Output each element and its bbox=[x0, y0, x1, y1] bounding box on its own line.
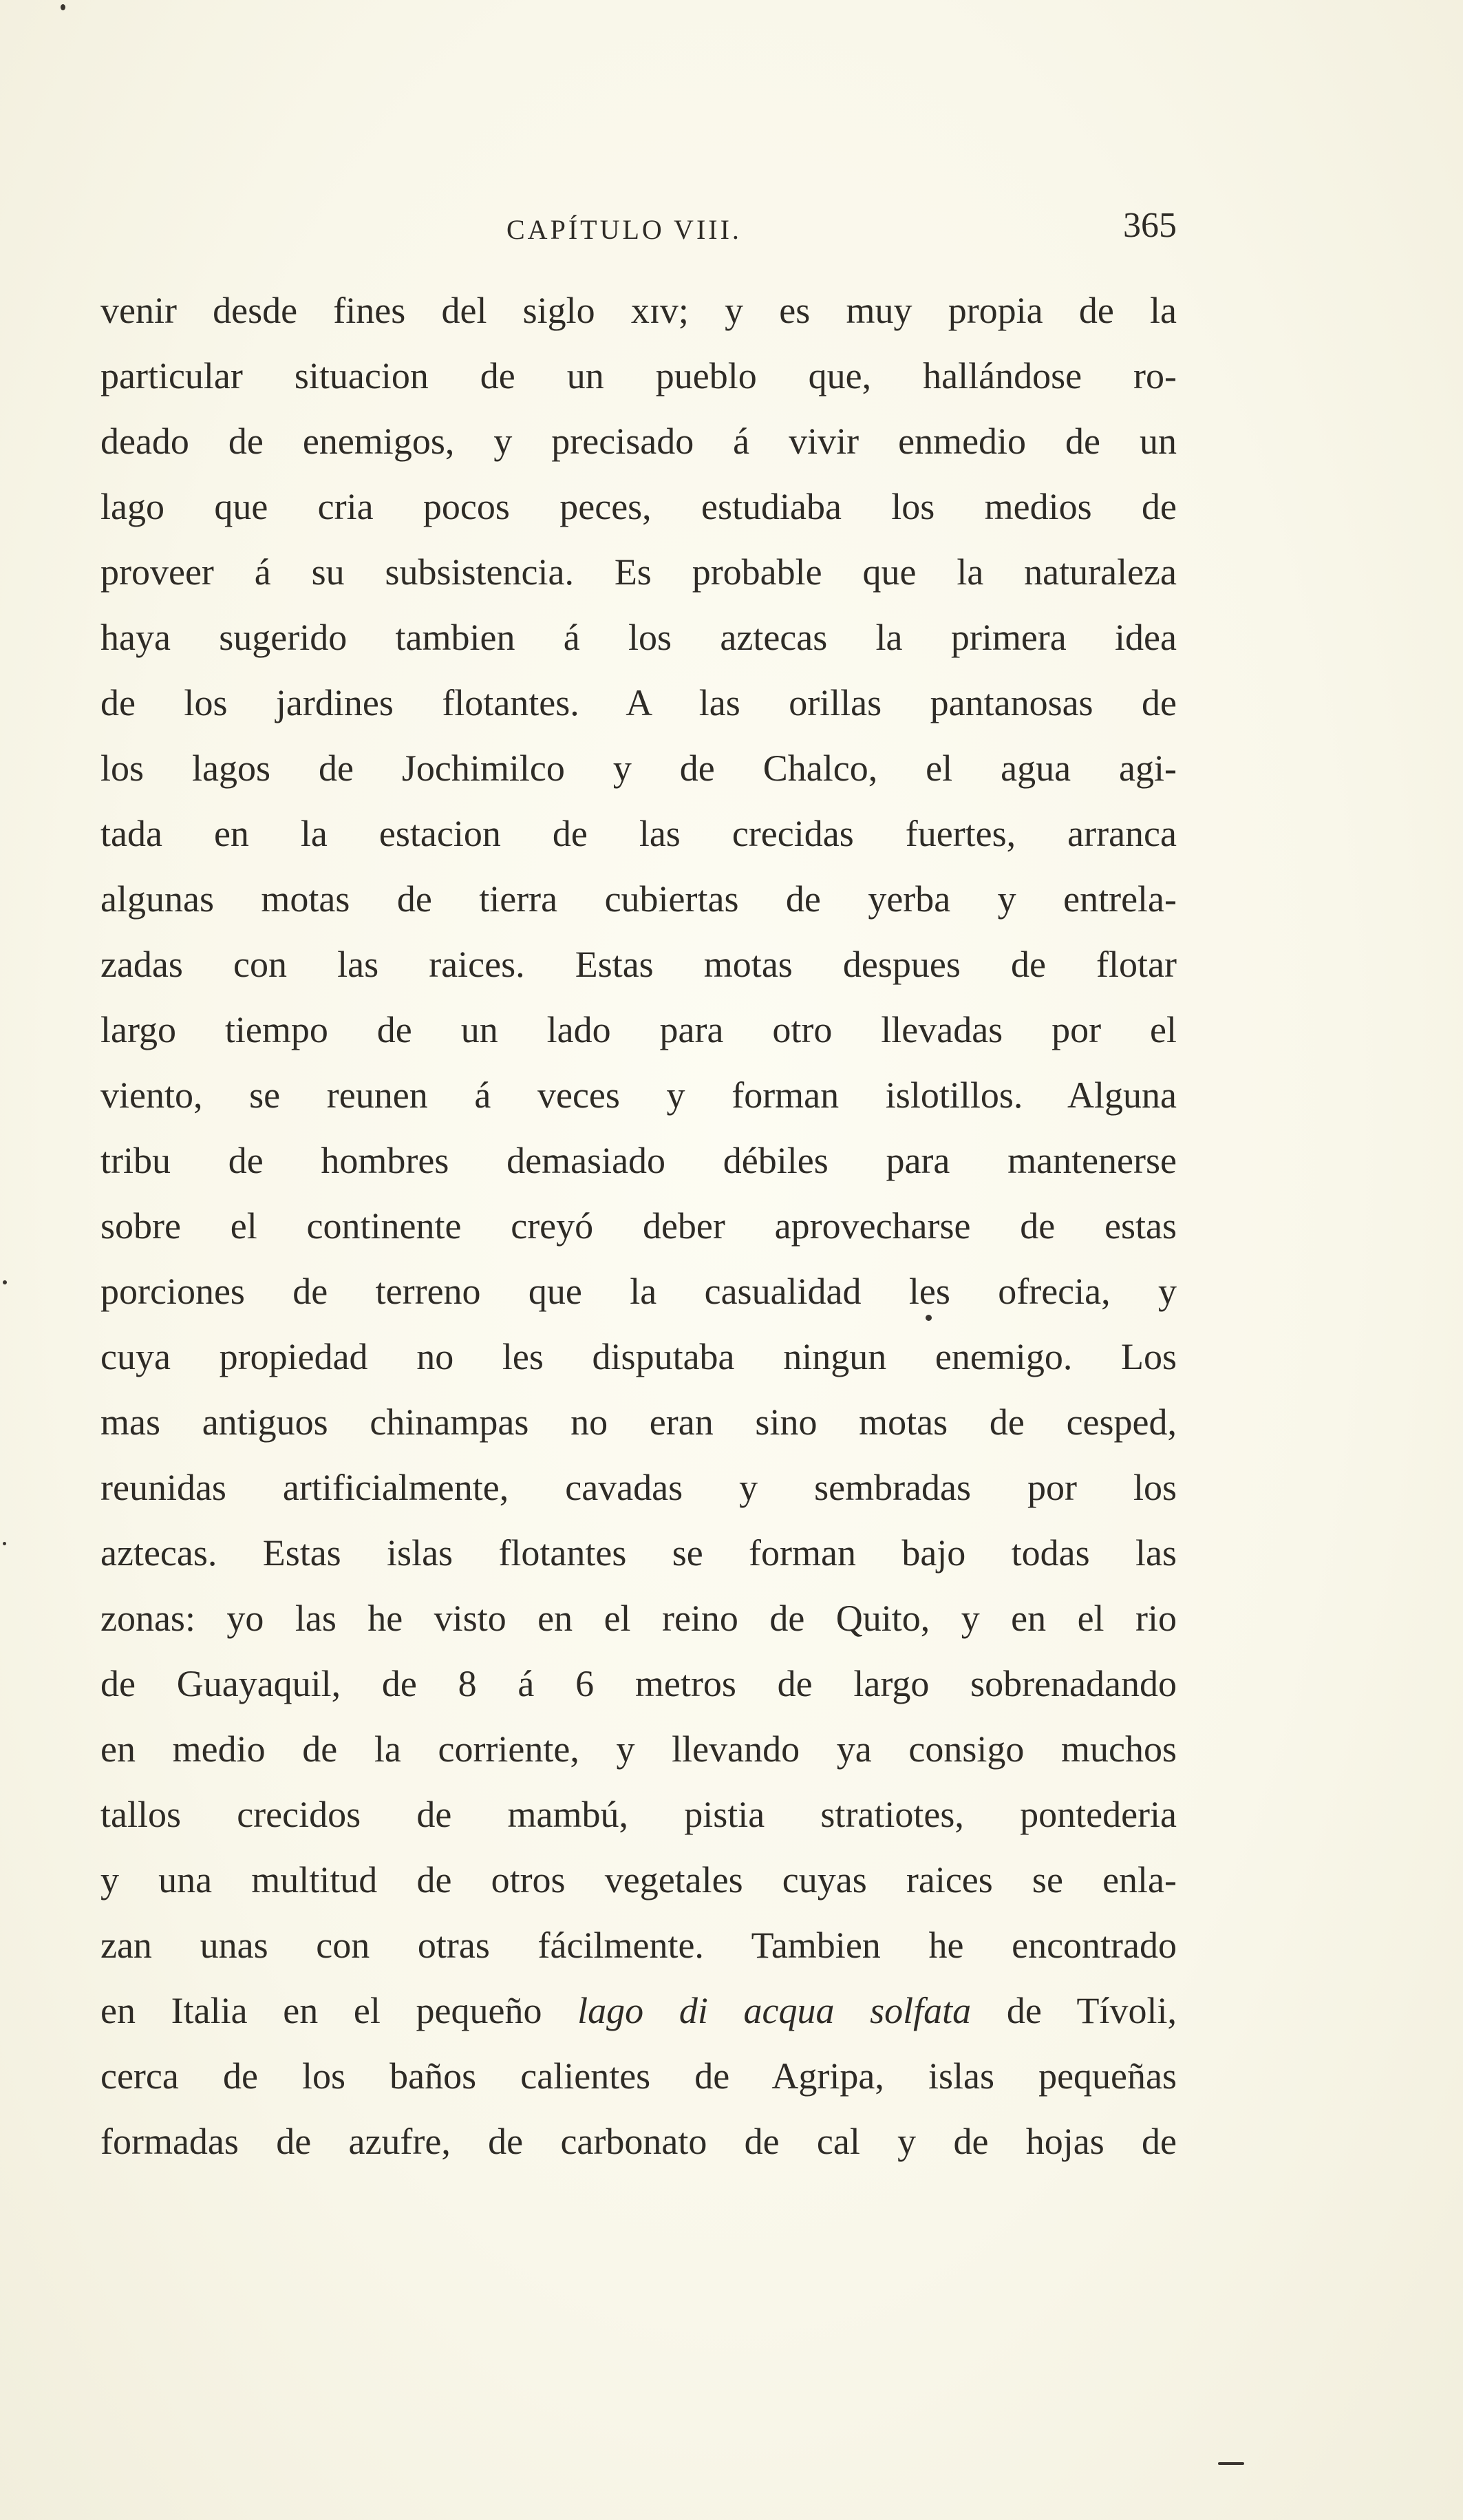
text-line: sobre el continente creyó deber aprovecharse de estas bbox=[100, 1205, 1177, 1247]
text-segment: de Tívoli, bbox=[971, 1990, 1177, 2031]
text-line: cerca de los baños calientes de Agripa, islas pequeñas bbox=[100, 2055, 1177, 2097]
ink-speck bbox=[1218, 2462, 1244, 2465]
text-line: largo tiempo de un lado para otro llevadas por el bbox=[100, 1009, 1177, 1050]
text-line: aztecas. Estas islas flotantes se forman bajo todas las bbox=[100, 1532, 1177, 1574]
text-line: de Guayaquil, de 8 á 6 metros de largo sobrenadando bbox=[100, 1663, 1177, 1704]
text-line: de los jardines flotantes. A las orillas pantanosas de bbox=[100, 682, 1177, 723]
text-line: particular situacion de un pueblo que, hallándose ro- bbox=[100, 355, 1177, 396]
text-line: tribu de hombres demasiado débiles para mantenerse bbox=[100, 1140, 1177, 1181]
text-line: los lagos de Jochimilco y de Chalco, el agua agi- bbox=[100, 748, 1177, 789]
text-line: zonas: yo las he visto en el reino de Quito, y en el rio bbox=[100, 1598, 1177, 1639]
text-line: zan unas con otras fácilmente. Tambien he encontrado bbox=[100, 1925, 1177, 1966]
text-line: porciones de terreno que la casualidad les ofrecia, y bbox=[100, 1271, 1177, 1312]
text-line: reunidas artificialmente, cavadas y sembradas por los bbox=[100, 1467, 1177, 1508]
running-title: CAPÍTULO VIII. bbox=[506, 214, 742, 245]
page-header bbox=[100, 205, 1177, 260]
text-line: formadas de azufre, de carbonato de cal y de hojas de bbox=[100, 2121, 1177, 2162]
page-number: 365 bbox=[1123, 206, 1177, 245]
italic-phrase: lago di acqua solfata bbox=[577, 1990, 972, 2031]
text-line: en medio de la corriente, y llevando ya consigo muchos bbox=[100, 1728, 1177, 1770]
text-line: proveer á su subsistencia. Es probable que la naturaleza bbox=[100, 551, 1177, 593]
text-line: venir desde fines del siglo xɪv; y es muy propia de la bbox=[100, 290, 1177, 331]
text-line: mas antiguos chinampas no eran sino motas de cesped, bbox=[100, 1401, 1177, 1443]
ink-speck bbox=[61, 4, 65, 10]
text-line: zadas con las raices. Estas motas despues de flotar bbox=[100, 944, 1177, 985]
text-line: deado de enemigos, y precisado á vivir enmedio de un bbox=[100, 421, 1177, 462]
text-line: tallos crecidos de mambú, pistia stratiotes, pontederia bbox=[100, 1794, 1177, 1835]
ink-speck bbox=[3, 1280, 7, 1284]
text-line: y una multitud de otros vegetales cuyas raices se enla- bbox=[100, 1859, 1177, 1900]
text-line: cuya propiedad no les disputaba ningun enemigo. Los bbox=[100, 1336, 1177, 1377]
text-segment: en Italia en el pequeño bbox=[100, 1990, 578, 2031]
text-line: tada en la estacion de las crecidas fuertes, arranca bbox=[100, 813, 1177, 854]
ink-speck bbox=[926, 1315, 932, 1321]
body-text bbox=[100, 278, 1177, 2174]
ink-speck bbox=[3, 1542, 6, 1545]
text-line: viento, se reunen á veces y forman islotillos. Alguna bbox=[100, 1074, 1177, 1116]
text-line: haya sugerido tambien á los aztecas la primera idea bbox=[100, 617, 1177, 658]
text-line: algunas motas de tierra cubiertas de yerba y entrela- bbox=[100, 878, 1177, 920]
text-line-with-italic bbox=[100, 1978, 1177, 2044]
text-line: lago que cria pocos peces, estudiaba los medios de bbox=[100, 486, 1177, 527]
